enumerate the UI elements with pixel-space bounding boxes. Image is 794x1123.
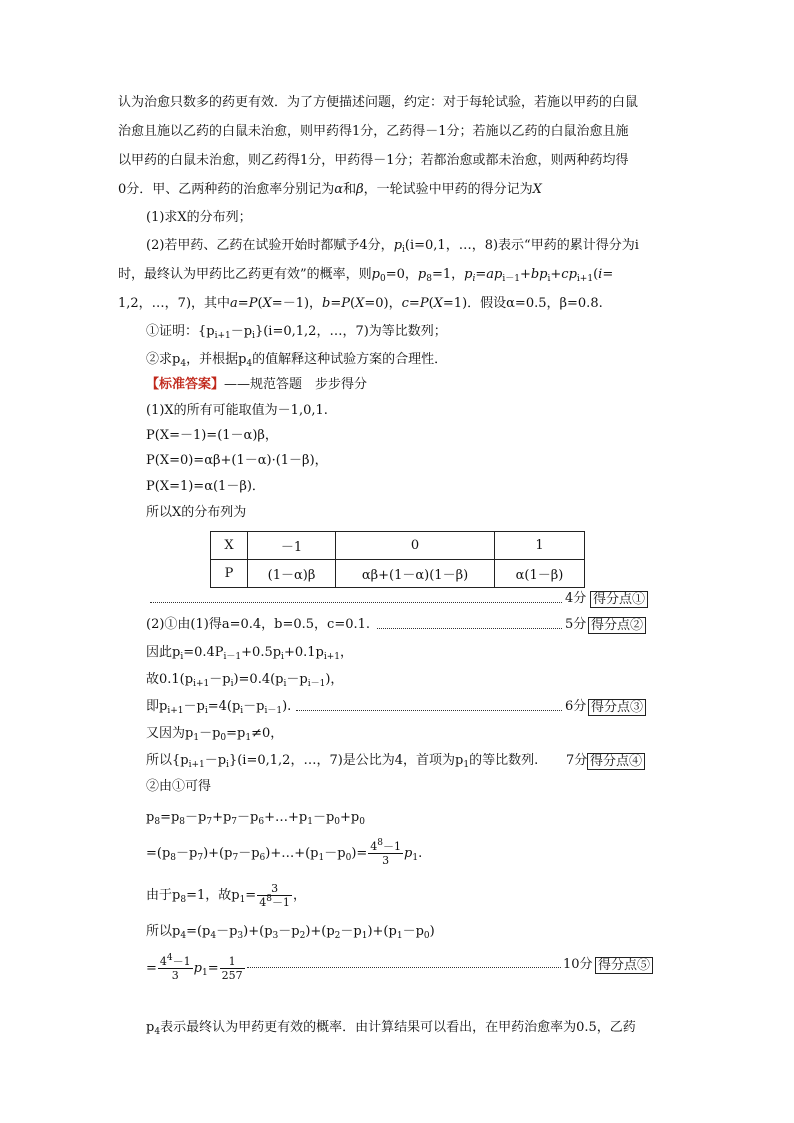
- score-point-badge-3: 得分点③: [588, 699, 646, 716]
- leader-dots: [296, 710, 562, 711]
- solution-line-11: 所以$\{p_{i+1}-p_i\}(i=0,1,2$，…，7)是公比为4，首项为$p_1$的等比数列.: [146, 753, 539, 770]
- score-points-2: 5分: [565, 617, 587, 632]
- question-2-line-1: (2)若甲药、乙药在试验开始时都赋予4分，$p_i(i=0,1$，…，8)表示“甲药的累计得分为i: [146, 238, 639, 255]
- problem-line-4: 0分．甲、乙两种药的治愈率分别记为α和β，一轮试验中甲药的得分记为X: [118, 182, 542, 197]
- table-row: [211, 560, 585, 588]
- answer-tag: 【标准答案】: [146, 377, 225, 392]
- question-1: (1)求X的分布列；: [146, 210, 252, 225]
- solution-line-13: $p_8=p_8-p_7+p_7-p_6+\dots+p_1-p_0+p_0$: [146, 810, 365, 827]
- table-cell: αβ+(1－α)(1－β): [336, 560, 495, 588]
- solution-line-17: = $\frac{4^4-1}{3}$ $p_1=$ $\frac{1}{257}$: [146, 953, 243, 982]
- solution-line-15: 由于$p_8=1$，故$p_1=$ $\frac{3}{4^8-1}$ ，: [146, 882, 306, 909]
- solution-line-1: (1)X的所有可能取值为－1,0,1.: [146, 403, 328, 418]
- solution-line-5: 所以X的分布列为: [146, 505, 247, 520]
- fraction: $\frac{1}{257}$: [221, 955, 243, 982]
- solution-line-9: 即$p_{i+1}-p_i=4(p_i-p_{i-1})$.: [146, 699, 292, 716]
- table-cell: P: [211, 560, 248, 588]
- distribution-table: [210, 531, 585, 588]
- question-2-line-3: 1,2，…，7)，其中a=P(X=－1)，b=P(X=0)，c=P(X=1)．假设α=0.5，β=0.8.: [118, 296, 603, 311]
- fraction: $\frac{3}{4^8-1}$: [259, 882, 290, 909]
- question-2-line-2: 时，最终认为甲药比乙药更有效”的概率，则$p_0=0$，$p_8=1$，$p_i=ap_{i-1}+bp_i+cp_{i+1}(i=$: [118, 267, 614, 284]
- solution-line-6: (2)①由(1)得a=0.4，b=0.5，c=0.1.: [146, 617, 371, 632]
- table-cell: －1: [248, 532, 336, 560]
- solution-line-16: 所以$p_4=(p_4-p_3)+(p_3-p_2)+(p_2-p_1)+(p_1-p_0)$: [146, 924, 435, 941]
- table-cell: 1: [495, 532, 585, 560]
- score-points-4: 7分: [566, 753, 588, 768]
- score-point-badge-1: 得分点①: [590, 591, 648, 608]
- table-cell: X: [211, 532, 248, 560]
- score-point-badge-4: 得分点④: [587, 753, 645, 770]
- problem-line-2: 治愈且施以乙药的白鼠未治愈，则甲药得1分，乙药得－1分；若施以乙药的白鼠治愈且施: [118, 124, 629, 139]
- fraction: $\frac{4^4-1}{3}$: [159, 953, 191, 982]
- sub-question-1: ①证明：$\{p_{i+1}-p_i\}(i=0,1,2$，…，7)为等比数列；: [146, 324, 447, 341]
- score-points-1: 4分: [565, 591, 587, 606]
- solution-line-12: ②由①可得: [146, 779, 212, 794]
- score-point-badge-2: 得分点②: [588, 617, 646, 634]
- table-cell: 0: [336, 532, 495, 560]
- table-row: [211, 532, 585, 560]
- solution-line-18: $p_4$表示最终认为甲药更有效的概率．由计算结果可以看出，在甲药治愈率为0.5，乙药: [146, 1020, 636, 1037]
- score-points-3: 6分: [565, 699, 587, 714]
- fraction: $\frac{4^8-1}{3}$: [370, 838, 402, 867]
- solution-line-8: 故$0.1(p_{i+1}-p_i)=0.4(p_i-p_{i-1})$，: [146, 672, 344, 689]
- solution-line-14: $=(p_8-p_7)+(p_7-p_6)+\dots+(p_1-p_0)=$ $\frac{4^8-1}{3}$ $p_1$.: [146, 838, 423, 867]
- leader-dots: [247, 967, 561, 968]
- solution-line-7: 因此$p_i=0.4P_{i-1}+0.5p_i+0.1p_{i+1}$，: [146, 645, 353, 662]
- leader-dots: [150, 602, 562, 603]
- solution-line-4: P(X=1)=α(1－β)．: [146, 479, 265, 494]
- table-cell: (1－α)β: [248, 560, 336, 588]
- sub-question-2: ②求$p_4$，并根据$p_4$的值解释这种试验方案的合理性．: [146, 352, 448, 369]
- solution-line-2: P(X=－1)=(1－α)β，: [146, 428, 278, 443]
- score-points-5: 10分: [563, 957, 593, 972]
- solution-line-3: P(X=0)=αβ+(1－α)·(1－β)，: [146, 453, 328, 468]
- problem-line-1: 认为治愈只数多的药更有效．为了方便描述问题，约定：对于每轮试验，若施以甲药的白鼠: [118, 95, 639, 110]
- solution-line-10: 又因为$p_1-p_0=p_1\ne 0$，: [146, 726, 284, 743]
- leader-dots: [377, 628, 562, 629]
- answer-header: 【标准答案】——规范答题 步步得分: [146, 377, 368, 392]
- table-cell: α(1－β): [495, 560, 585, 588]
- score-point-badge-5: 得分点⑤: [595, 957, 653, 974]
- problem-line-3: 以甲药的白鼠未治愈，则乙药得1分，甲药得－1分；若都治愈或都未治愈，则两种药均得: [118, 153, 629, 168]
